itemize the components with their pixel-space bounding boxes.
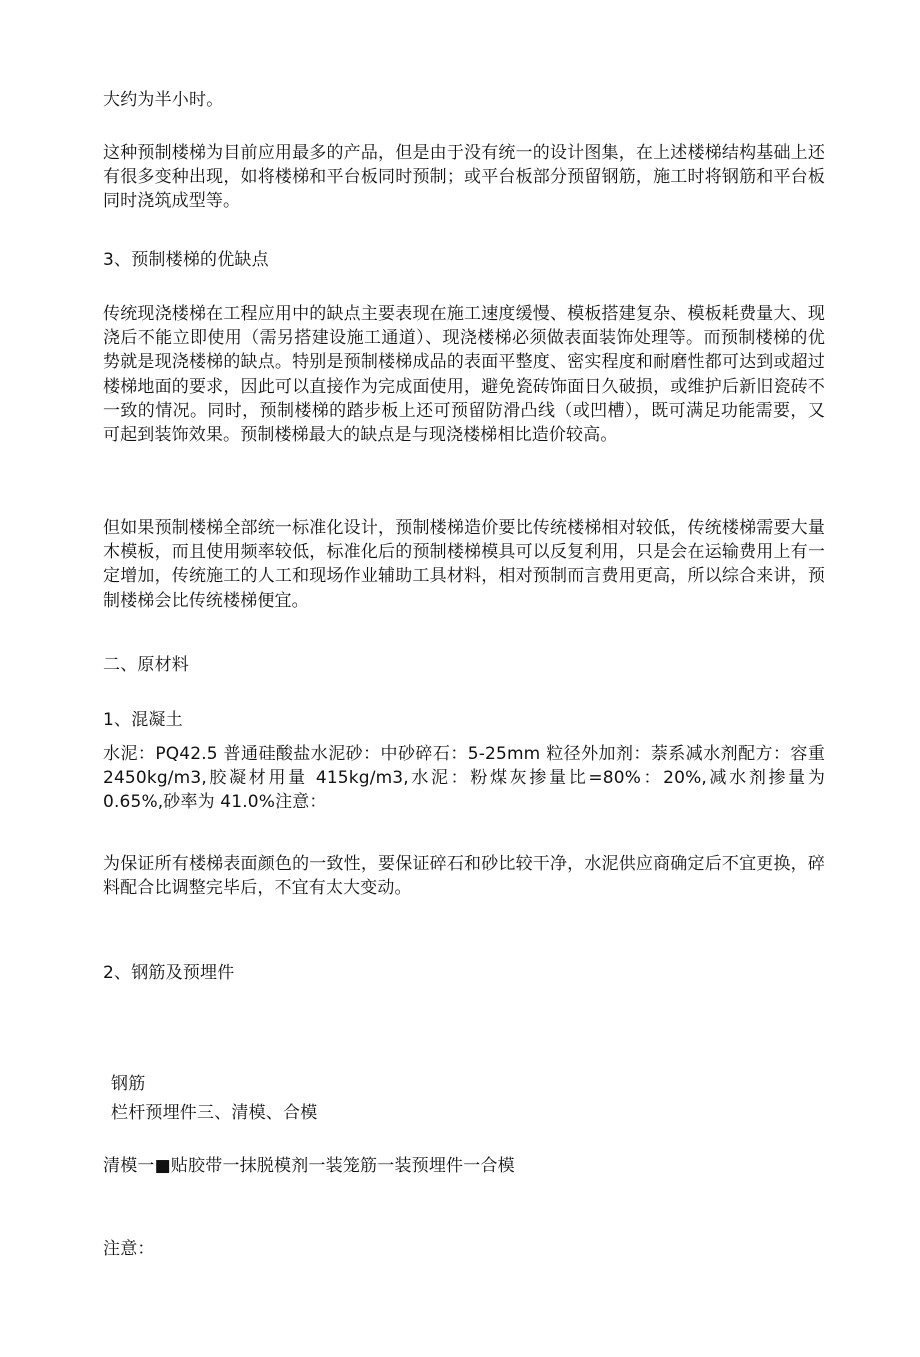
heading-materials: 二、原材料 bbox=[103, 655, 189, 675]
label-railing-embed: 栏杆预埋件三、清模、合模 bbox=[111, 1103, 318, 1123]
label-rebar: 钢筋 bbox=[111, 1074, 146, 1094]
heading-pros-cons: 3、预制楼梯的优缺点 bbox=[103, 250, 269, 270]
paragraph-concrete-mix: 水泥：PQ42.5 普通硅酸盐水泥砂：中砂碎石：5-25mm 粒径外加剂：萘系减水剂配方：容重 2450kg∕m3,胶凝材用量 415kg∕m3,水泥：粉煤灰掺量比=80%：20%,减水剂掺量为 0.65%,砂率为 41.0%注意： bbox=[103, 744, 825, 813]
note-label: 注意： bbox=[103, 1239, 155, 1259]
paragraph-pros-cons: 传统现浇楼梯在工程应用中的缺点主要表现在施工速度缓慢、模板搭建复杂、模板耗费量大、现浇后不能立即使用（需另搭建设施工通道）、现浇楼梯必须做表面装饰处理等。而预制楼梯的优势就是现浇楼梯的缺点。特别是预制楼梯成品的表面平整度、密实程度和耐磨性都可达到或超过楼梯地面的要求，因此可以直接作为完成面使用，避免瓷砖饰面日久破损，或维护后新旧瓷砖不一致的情况。同时，预制楼梯的踏步板上还可预留防滑凸线（或凹槽），既可满足功能需要，又可起到装饰效果。预制楼梯最大的缺点是与现浇楼梯相比造价较高。 bbox=[103, 304, 825, 446]
paragraph-intro: 大约为半小时。 bbox=[103, 90, 224, 110]
heading-concrete: 1、混凝土 bbox=[103, 710, 183, 730]
paragraph-cost: 但如果预制楼梯全部统一标准化设计，预制楼梯造价要比传统楼梯相对较低，传统楼梯需要大量木模板，而且使用频率较低，标准化后的预制楼梯模具可以反复利用，只是会在运输费用上有一定增加，传统施工的人工和现场作业辅助工具材料，相对预制而言费用更高，所以综合来讲，预制楼梯会比传统楼梯便宜。 bbox=[103, 518, 825, 611]
paragraph-concrete-note: 为保证所有楼梯表面颜色的一致性，要保证碎石和砂比较干净，水泥供应商确定后不宜更换，碎料配合比调整完毕后，不宜有太大变动。 bbox=[103, 854, 825, 899]
process-steps: 清模一■贴胶带一抹脱模剂一装笼筋一装预埋件一合模 bbox=[103, 1156, 515, 1176]
heading-rebar: 2、钢筋及预埋件 bbox=[103, 963, 235, 983]
paragraph-variants: 这种预制楼梯为目前应用最多的产品，但是由于没有统一的设计图集，在上述楼梯结构基础上还有很多变种出现，如将楼梯和平台板同时预制；或平台板部分预留钢筋，施工时将钢筋和平台板同时浇筑成型等。 bbox=[103, 143, 825, 212]
